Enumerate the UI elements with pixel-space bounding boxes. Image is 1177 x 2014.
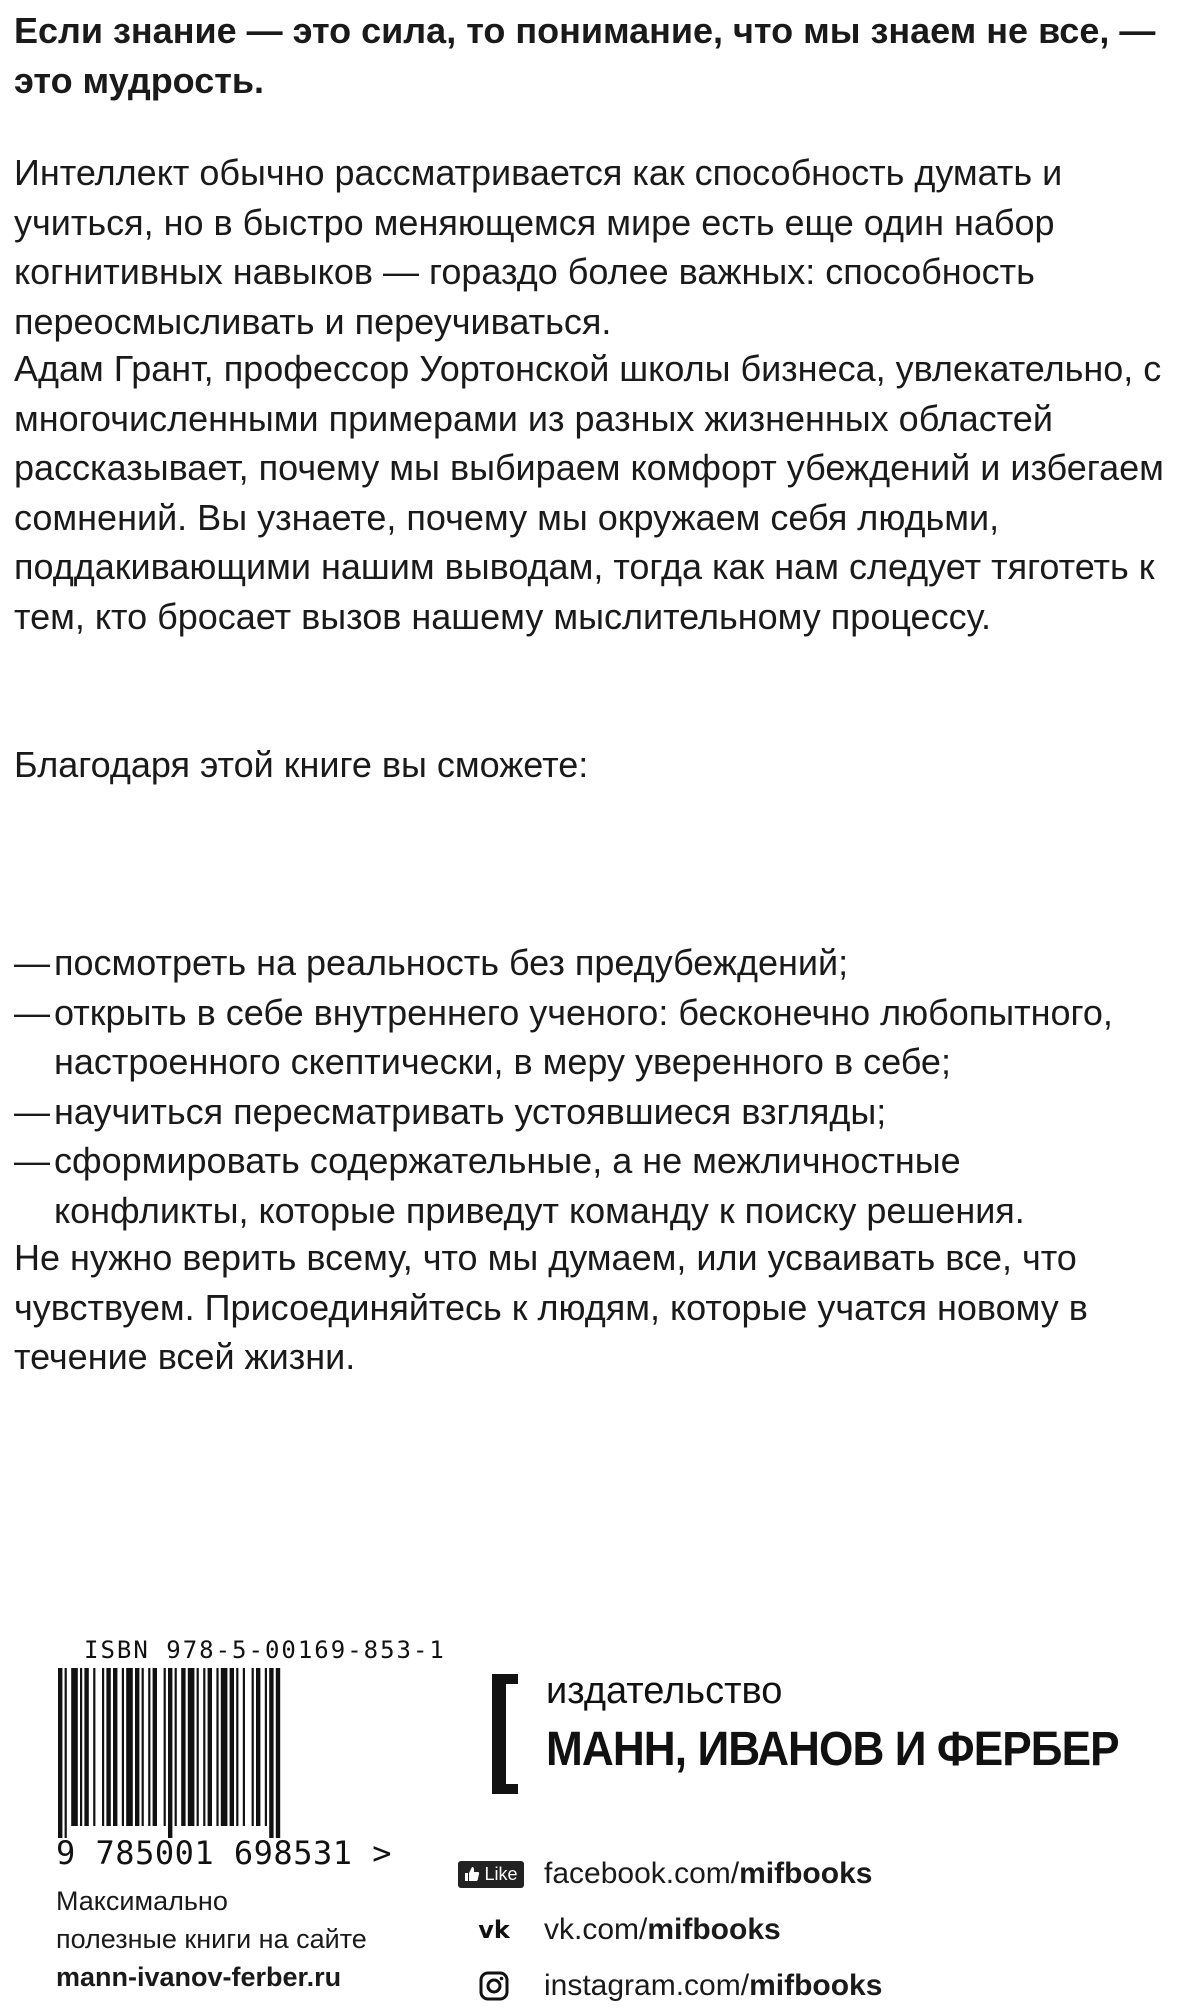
barcode-bar (276, 1668, 280, 1838)
barcode-bar (252, 1668, 254, 1826)
barcode-bar (269, 1668, 273, 1838)
barcode-bar (126, 1668, 133, 1826)
site-url-link[interactable]: mann-ivanov-ferber.ru (56, 1962, 342, 1992)
lead-headline: Если знание — это сила, то понимание, что мы знаем не все, — это мудрость. (14, 10, 1156, 101)
publisher-logo (492, 1670, 1172, 1824)
barcode-bar (65, 1668, 67, 1838)
barcode-bar (80, 1668, 82, 1826)
publisher-label: издательство (546, 1670, 783, 1712)
barcode-bar (164, 1668, 166, 1826)
site-info (56, 1882, 367, 1996)
list-item (14, 1136, 1164, 1235)
barcode-bar (221, 1668, 228, 1826)
paragraph-benefits-intro: Благодаря этой книге вы сможете: (14, 744, 589, 785)
barcode-bar (181, 1668, 185, 1826)
bracket-logo-icon (492, 1674, 542, 1794)
barcode-bar (142, 1668, 144, 1826)
barcode-bar (168, 1668, 172, 1838)
thumb-up-icon (464, 1866, 480, 1882)
publisher-name: МАНН, ИВАНОВ И ФЕРБЕР (546, 1723, 1119, 1776)
barcode-bar (256, 1668, 260, 1826)
barcode-bar (236, 1668, 238, 1826)
barcode-bar (208, 1668, 212, 1826)
list-dash: — (14, 1140, 50, 1181)
barcode-bar (265, 1668, 267, 1826)
paragraph-intellect: Интеллект обычно рассматривается как способность думать и учиться, но в быстро меняющемся мире есть еще один набор когнитивных навыков — гораздо более важных: способность переосмысливать и переучиваться. (14, 152, 1063, 342)
barcode-bar (230, 1668, 234, 1826)
social-row-facebook[interactable] (444, 1846, 1164, 1902)
list-item-text: посмотреть на реальность без предубеждений; (54, 942, 849, 983)
instagram-icon (479, 1971, 509, 2001)
barcode-bar (175, 1668, 177, 1826)
list-item (14, 938, 1164, 988)
social-row-instagram[interactable] (444, 1958, 1164, 2014)
vk-link[interactable]: vk.com/mifbooks (544, 1913, 781, 1946)
facebook-link[interactable]: facebook.com/mifbooks (544, 1857, 873, 1890)
barcode-bar (113, 1668, 117, 1826)
barcode-bar (84, 1668, 88, 1826)
isbn-label: ISBN 978-5-00169-853-1 (84, 1636, 446, 1664)
barcode-bar (102, 1668, 104, 1826)
barcode-bar (58, 1668, 62, 1838)
barcode-bar (243, 1668, 245, 1826)
list-item (14, 988, 1164, 1087)
paragraph-closing: Не нужно верить всему, что мы думаем, или усваивать все, что чувствуем. Присоединяйтесь к людям, которые учатся новому в течение всей жизни. (14, 1237, 1088, 1377)
barcode-bar (122, 1668, 124, 1826)
barcode-bar (106, 1668, 110, 1826)
barcode-bar (135, 1668, 139, 1826)
barcode-bar (71, 1668, 78, 1826)
list-item-text: научиться пересматривать устоявшиеся взгляды; (54, 1090, 887, 1132)
list-dash: — (14, 942, 50, 983)
barcode-bar (93, 1668, 95, 1826)
barcode-bar (203, 1668, 205, 1826)
list-item (14, 1087, 1164, 1137)
barcode-bar (216, 1668, 218, 1826)
barcode-bar (153, 1668, 157, 1826)
vk-icon: vk (478, 1916, 510, 1944)
social-row-vk[interactable] (444, 1902, 1164, 1958)
barcode-bar (188, 1668, 195, 1826)
barcode-bar (148, 1668, 150, 1826)
barcode-icon (58, 1668, 388, 1838)
list-dash: — (14, 991, 50, 1033)
instagram-link[interactable]: instagram.com/mifbooks (544, 1969, 883, 2002)
paragraph-author: Адам Грант, профессор Уортонской школы бизнеса, увлекательно, с многочисленными примерами из разных жизненных областей рассказывает, почему мы выбираем комфорт убеждений и избегаем сомнений. Вы узнаете, почему мы окружаем себя людьми, поддакивающими нашим выводам, тогда как нам следует тяготеть к тем, кто бросает вызов нашему мыслительному процессу. (14, 348, 1164, 637)
benefits-list (14, 840, 1164, 1235)
list-dash: — (14, 1090, 50, 1132)
barcode-bar (197, 1668, 199, 1826)
like-label: Like (484, 1863, 518, 1884)
barcode-digits: 9 785001 698531 > (56, 1834, 393, 1872)
list-item-text: сформировать содержательные, а не межличностные конфликты, которые приведут команду к поиску решения. (54, 1140, 1025, 1231)
site-info-line2: полезные книги на сайте (56, 1924, 367, 1954)
social-links (444, 1846, 1164, 2014)
list-item-text: открыть в себе внутреннего ученого: бесконечно любопытного, настроенного скептически, в меру уверенного в себе; (54, 991, 1113, 1082)
like-thumb-icon (458, 1861, 523, 1888)
site-info-line1: Максимально (56, 1886, 228, 1916)
